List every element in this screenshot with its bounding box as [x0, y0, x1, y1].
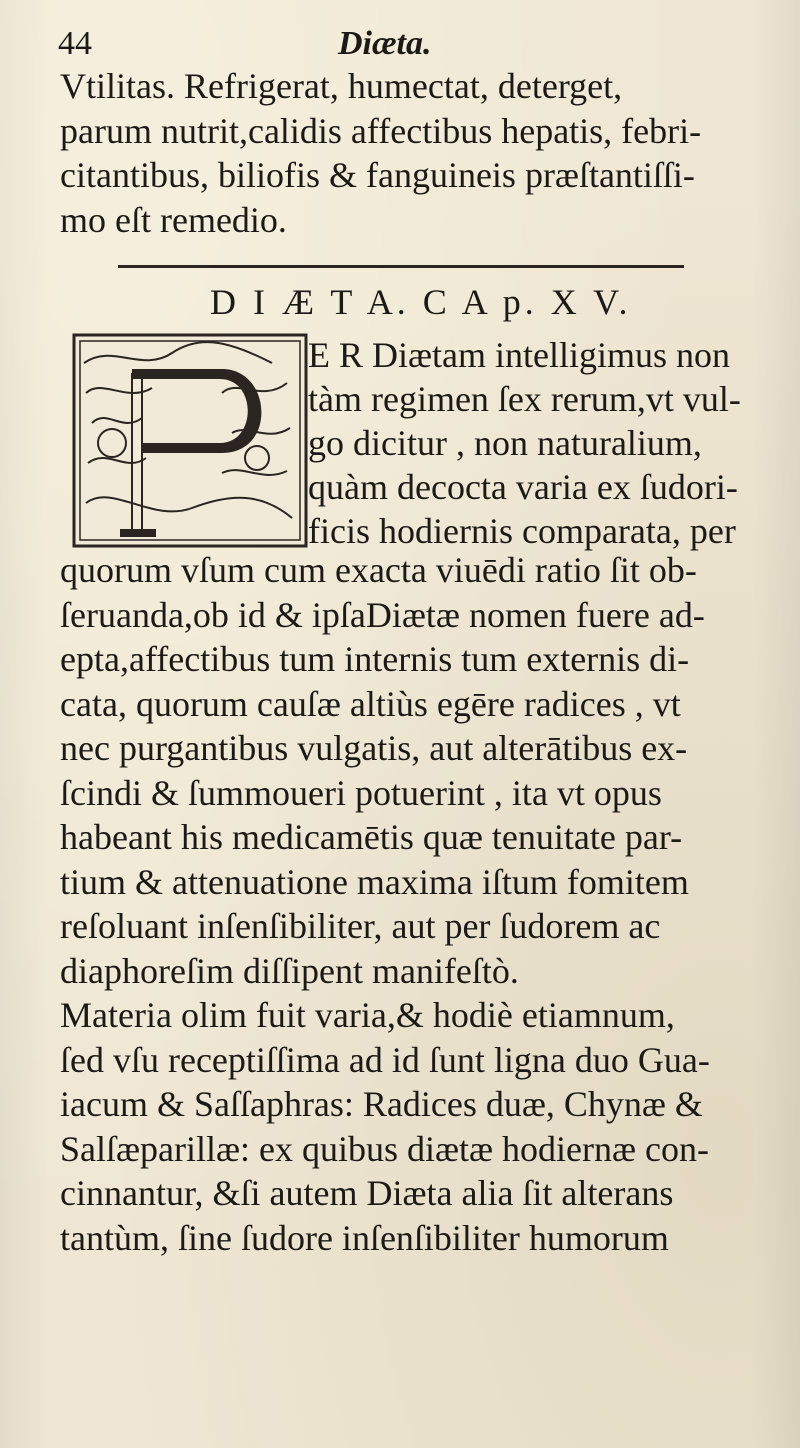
running-head: Diæta. [338, 25, 432, 62]
first-paragraph-cap-lines [308, 333, 778, 553]
text-line: ſed vſu receptiſſima ad id ſunt ligna duo Gua- [60, 1039, 710, 1080]
text-line: reſoluant inſenſibiliter, aut per ſudorem ac [60, 906, 661, 946]
text-line: diaphoreſim diſſipent manifeſtò. [60, 950, 519, 991]
text-line: tàm regimen ſex rerum,vt vul- [308, 379, 741, 419]
text-line: Vtilitas. Refrigerat, humectat, deterget, [60, 66, 623, 106]
drop-cap-ornament [72, 333, 308, 548]
text-line: Materia olim fuit varia,& hodiè etiamnum, [60, 995, 675, 1035]
page-header [58, 22, 758, 66]
text-line: ficis hodiernis comparata, per [308, 511, 736, 551]
text-line: quàm decocta varia ex ſudori- [308, 467, 738, 507]
text-line: ſeruanda,ob id & ipſaDiætæ nomen fuere ad- [60, 594, 705, 635]
text-line: Salſæparillæ: ex quibus diætæ hodiernæ con- [60, 1128, 709, 1169]
text-line: E R Diætam intelligimus non [308, 335, 730, 375]
text-line: nec purgantibus vulgatis, aut alterātibus ex- [60, 728, 688, 768]
text-line: cinnantur, &ſi autem Diæta alia ſit alterans [60, 1173, 674, 1213]
text-line: tantùm, ſine ſudore inſenſibiliter humorum [60, 1217, 669, 1258]
text-line: cata, quorum cauſæ altiùs egēre radices , vt [60, 683, 681, 724]
section-divider [118, 265, 684, 268]
main-paragraph [60, 548, 760, 1260]
text-line: parum nutrit,calidis affectibus hepatis, febri- [60, 110, 702, 151]
text-line: citantibus, biliofis & fanguineis præſtantiſſi- [60, 155, 695, 195]
text-line: quorum vſum cum exacta viuēdi ratio ſit ob- [60, 550, 697, 590]
text-line: mo eſt remedio. [60, 199, 287, 240]
text-line: habeant his medicamētis quæ tenuitate par- [60, 817, 683, 857]
text-line: tium & attenuatione maxima iſtum fomitem [60, 861, 689, 902]
text-line: iacum & Saſſaphras: Radices duæ, Chynæ & [60, 1084, 703, 1124]
text-line: go dicitur , non naturalium, [308, 423, 702, 463]
page-number: 44 [58, 25, 92, 62]
chapter-heading: D I Æ T A. C A p. X V. [210, 282, 632, 322]
ornate-initial-icon [72, 333, 308, 548]
text-line: ſcindi & ſummoueri potuerint , ita vt opus [60, 772, 662, 813]
intro-paragraph [60, 64, 760, 242]
text-line: epta,affectibus tum internis tum externis di- [60, 639, 690, 679]
